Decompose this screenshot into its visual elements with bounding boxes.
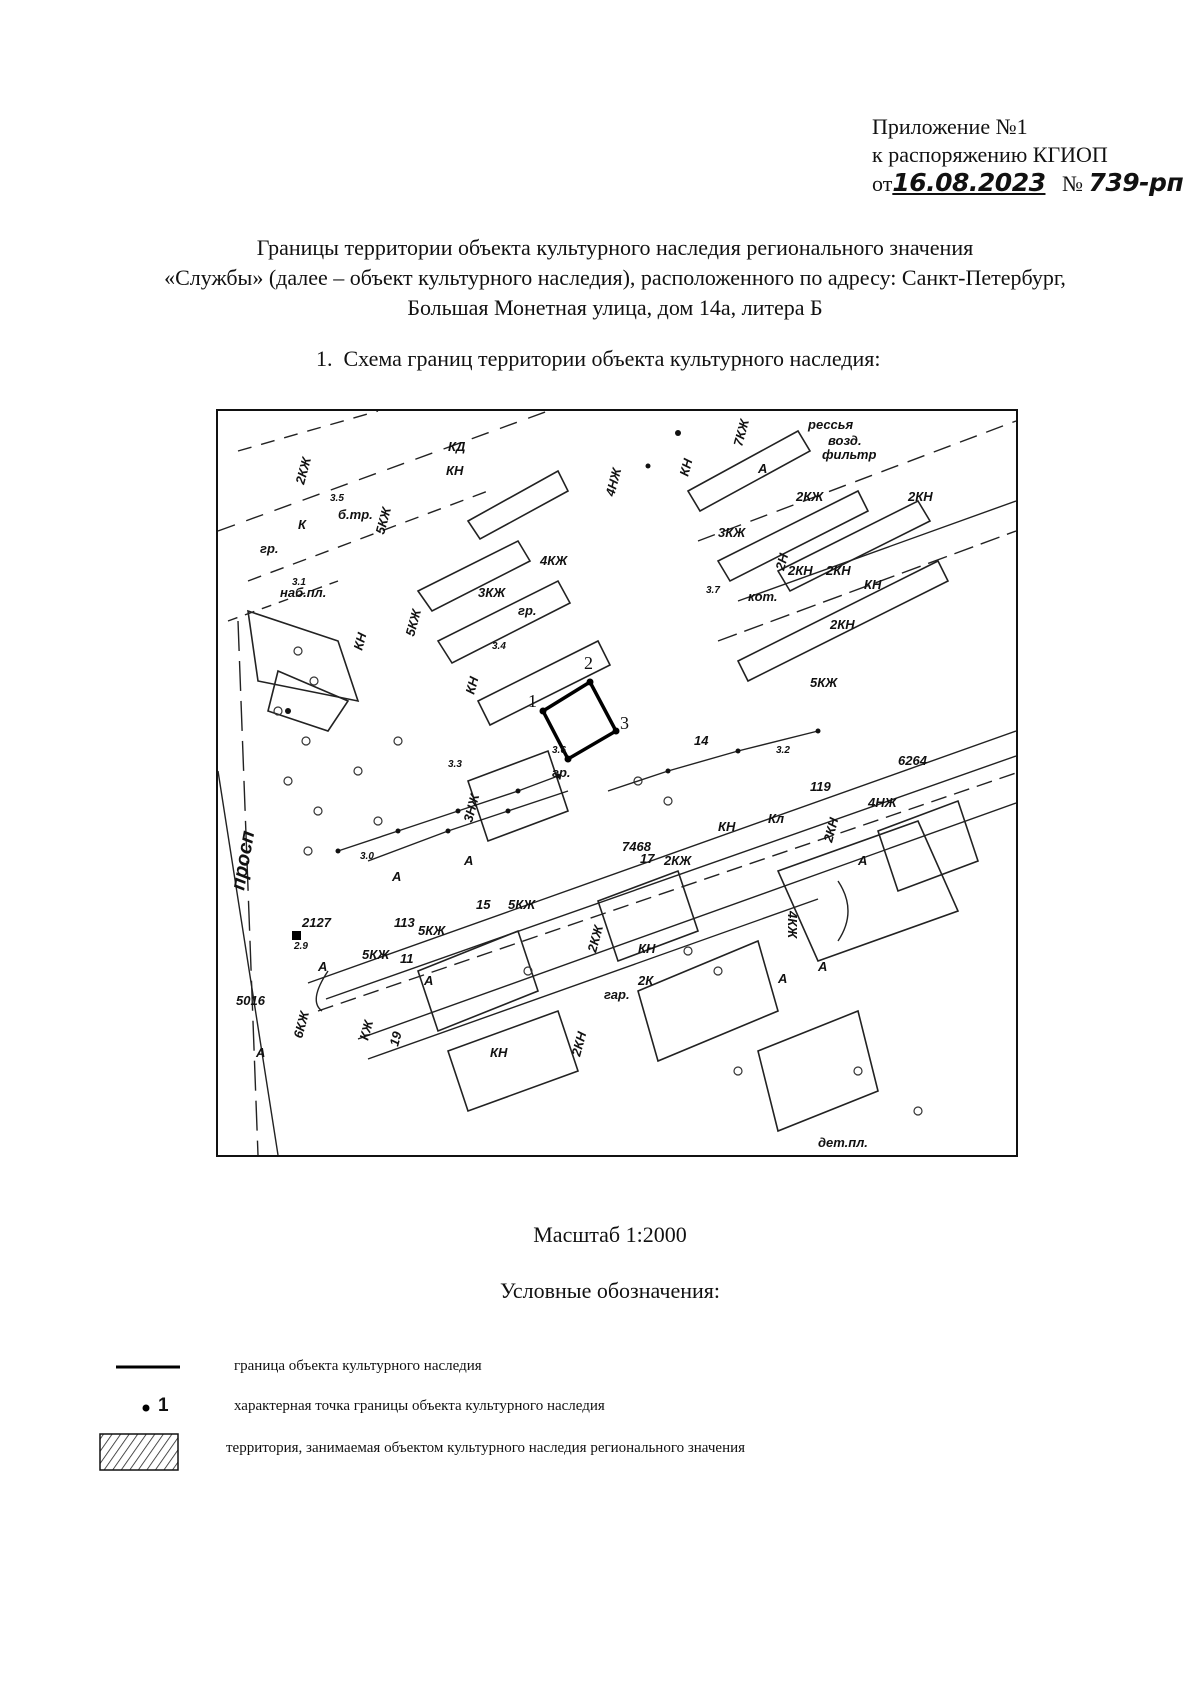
map-label: А bbox=[318, 959, 328, 974]
map-label: 3.7 bbox=[706, 585, 720, 596]
map-label: 2Н bbox=[772, 551, 792, 572]
map-label: рессья bbox=[808, 417, 854, 432]
map-label: гр. bbox=[552, 765, 571, 780]
map-label: 3.5 bbox=[330, 493, 344, 504]
map-label: 2КН bbox=[830, 617, 855, 632]
legend-line-symbol bbox=[96, 1350, 186, 1390]
appendix-line-2: к распоряжению КГИОП bbox=[872, 142, 1108, 167]
map-label: КН bbox=[462, 675, 482, 696]
map-label: 2К bbox=[638, 973, 654, 988]
legend-title: Условные обозначения: bbox=[499, 1278, 721, 1303]
map-label: 3.0 bbox=[360, 851, 374, 862]
appendix-line-1: Приложение №1 bbox=[872, 114, 1028, 139]
map-label: КД bbox=[448, 439, 466, 454]
map-label: 4КЖ bbox=[785, 911, 800, 939]
legend-item-territory bbox=[96, 1432, 1096, 1472]
map-label: 2КН bbox=[820, 816, 842, 844]
map-label: 2КН bbox=[788, 563, 813, 578]
map-label: А bbox=[424, 973, 434, 988]
map-label: 3НЖ bbox=[460, 792, 483, 824]
boundary-point-1 bbox=[540, 708, 547, 715]
map-label: 3КЖ bbox=[478, 585, 506, 600]
legend-item-point bbox=[96, 1390, 1096, 1430]
map-label: А bbox=[256, 1045, 266, 1060]
map-label: 4КЖ bbox=[540, 553, 568, 568]
map-dot-8 bbox=[666, 769, 671, 774]
map-label: Кл bbox=[768, 811, 785, 826]
map-label: А bbox=[778, 971, 788, 986]
point-label-1: 1 bbox=[528, 691, 537, 711]
from-prefix: от bbox=[872, 171, 893, 196]
boundary-point-2 bbox=[587, 679, 594, 686]
map-label: 2127 bbox=[302, 915, 331, 930]
section-heading-text: Схема границ территории объекта культурного наследия: bbox=[343, 346, 881, 371]
map-dot-6 bbox=[446, 829, 451, 834]
boundary-point-4 bbox=[565, 756, 572, 763]
map-label: 2КЖ bbox=[664, 853, 692, 868]
map-label: 2КЖ bbox=[796, 489, 824, 504]
map-label: 3.6 bbox=[552, 745, 566, 756]
geodetic-mark-2127 bbox=[292, 931, 301, 940]
map-label: А bbox=[392, 869, 402, 884]
number-prefix: № bbox=[1061, 171, 1083, 196]
map-label: 113 bbox=[394, 915, 415, 930]
map-label: КН bbox=[490, 1045, 508, 1060]
title-line-2: «Службы» (далее – объект культурного наследия), расположенного по адресу: Санкт-Петербург, bbox=[164, 265, 1066, 290]
map-label: 4НЖ bbox=[868, 795, 897, 810]
map-label: 6КЖ bbox=[290, 1009, 312, 1040]
appendix-date-number bbox=[872, 168, 1184, 198]
map-label: 5КЖ bbox=[810, 675, 838, 690]
map-label: 5016 bbox=[236, 993, 265, 1008]
map-label: гр. bbox=[518, 603, 537, 618]
legend-item-text: территория, занимаемая объектом культурного наследия регионального значения bbox=[226, 1440, 746, 1456]
map-label: КН bbox=[718, 819, 736, 834]
map-label: 2КЖ bbox=[584, 923, 606, 954]
map-label: фильтр bbox=[822, 447, 877, 462]
map-label: возд. bbox=[828, 433, 862, 448]
map-dot-11 bbox=[675, 430, 681, 436]
section-number: 1. bbox=[316, 346, 333, 371]
map-label: А bbox=[818, 959, 828, 974]
legend-item-text: характерная точка границы объекта культурного наследия bbox=[234, 1398, 605, 1414]
map-label: 2КН bbox=[826, 563, 851, 578]
map-label: гр. bbox=[260, 541, 279, 556]
map-label: 119 bbox=[810, 779, 831, 794]
map-label: 14 bbox=[694, 733, 709, 748]
document-title bbox=[60, 233, 1170, 323]
map-label: КЖ bbox=[356, 1018, 377, 1042]
appendix-header bbox=[872, 113, 1184, 198]
map-label: КН bbox=[676, 457, 696, 478]
order-number: 739-рп bbox=[1088, 168, 1184, 197]
map-label: 2.9 bbox=[294, 941, 308, 952]
map-label: А bbox=[858, 853, 868, 868]
map-label: 3.3 bbox=[448, 759, 462, 770]
legend-point-dot bbox=[143, 1405, 150, 1412]
map-label: 3.1 bbox=[292, 577, 306, 588]
order-date: 16.08.2023 bbox=[892, 168, 1046, 197]
map-dot-13 bbox=[285, 708, 291, 714]
map-label: 11 bbox=[400, 951, 414, 966]
map-label: б.тр. bbox=[338, 507, 373, 522]
point-label-3: 3 bbox=[620, 713, 629, 733]
map-dot-10 bbox=[816, 729, 821, 734]
map-label: КН bbox=[638, 941, 656, 956]
boundary-map bbox=[216, 409, 1018, 1157]
map-label: 2КН bbox=[908, 489, 933, 504]
map-label: КН bbox=[446, 463, 464, 478]
map-label: 15 bbox=[476, 897, 491, 912]
map-label: просп bbox=[227, 828, 260, 892]
map-dot-12 bbox=[646, 464, 651, 469]
map-dot-7 bbox=[506, 809, 511, 814]
map-background bbox=[218, 411, 1016, 1155]
map-label: 19 bbox=[386, 1029, 405, 1048]
map-label: КН bbox=[864, 577, 882, 592]
legend-hatch-symbol bbox=[96, 1432, 186, 1472]
map-label: 5КЖ bbox=[372, 505, 394, 536]
map-label: 7КЖ bbox=[730, 417, 752, 448]
title-line-1: Границы территории объекта культурного наследия регионального значения bbox=[256, 235, 974, 260]
map-scale: Масштаб 1:2000 bbox=[533, 1222, 687, 1247]
map-label: кот. bbox=[748, 589, 778, 604]
map-dot-9 bbox=[736, 749, 741, 754]
map-label: 5КЖ bbox=[362, 947, 390, 962]
map-label: 7468 bbox=[622, 839, 651, 854]
map-label: 5КЖ bbox=[418, 923, 446, 938]
map-label: 6264 bbox=[898, 753, 927, 768]
map-label: КН bbox=[350, 631, 370, 652]
map-label: 5КЖ bbox=[508, 897, 536, 912]
map-dot-4 bbox=[516, 789, 521, 794]
map-label: 3.4 bbox=[492, 641, 506, 652]
map-label: гар. bbox=[604, 987, 630, 1002]
section-heading bbox=[316, 346, 881, 372]
title-line-3: Большая Монетная улица, дом 14а, литера Б bbox=[407, 295, 823, 320]
point-label-2: 2 bbox=[584, 653, 593, 673]
map-label: 3КЖ bbox=[718, 525, 746, 540]
legend-item-boundary bbox=[96, 1350, 1096, 1390]
map-drawing bbox=[218, 411, 1016, 1155]
map-label: 4НЖ bbox=[602, 466, 625, 498]
map-label: А bbox=[464, 853, 474, 868]
map-dot-3 bbox=[456, 809, 461, 814]
legend-point-label: 1 bbox=[158, 1395, 169, 1416]
map-label: 2КЖ bbox=[292, 455, 314, 486]
map-label: 5КЖ bbox=[402, 607, 424, 638]
map-dot-2 bbox=[396, 829, 401, 834]
map-label: 3.2 bbox=[776, 745, 790, 756]
legend-item-text: граница объекта культурного наследия bbox=[234, 1358, 482, 1374]
map-dot-1 bbox=[336, 849, 341, 854]
map-label: К bbox=[298, 517, 306, 532]
map-label: дет.пл. bbox=[818, 1135, 868, 1150]
map-label: наб.пл. bbox=[280, 585, 327, 600]
map-label: 2КН bbox=[568, 1030, 590, 1058]
legend-point-symbol bbox=[96, 1390, 186, 1430]
map-label: А bbox=[758, 461, 768, 476]
map-label: 17 bbox=[640, 851, 655, 866]
legend-hatch-box bbox=[100, 1434, 178, 1470]
boundary-point-3 bbox=[613, 728, 620, 735]
